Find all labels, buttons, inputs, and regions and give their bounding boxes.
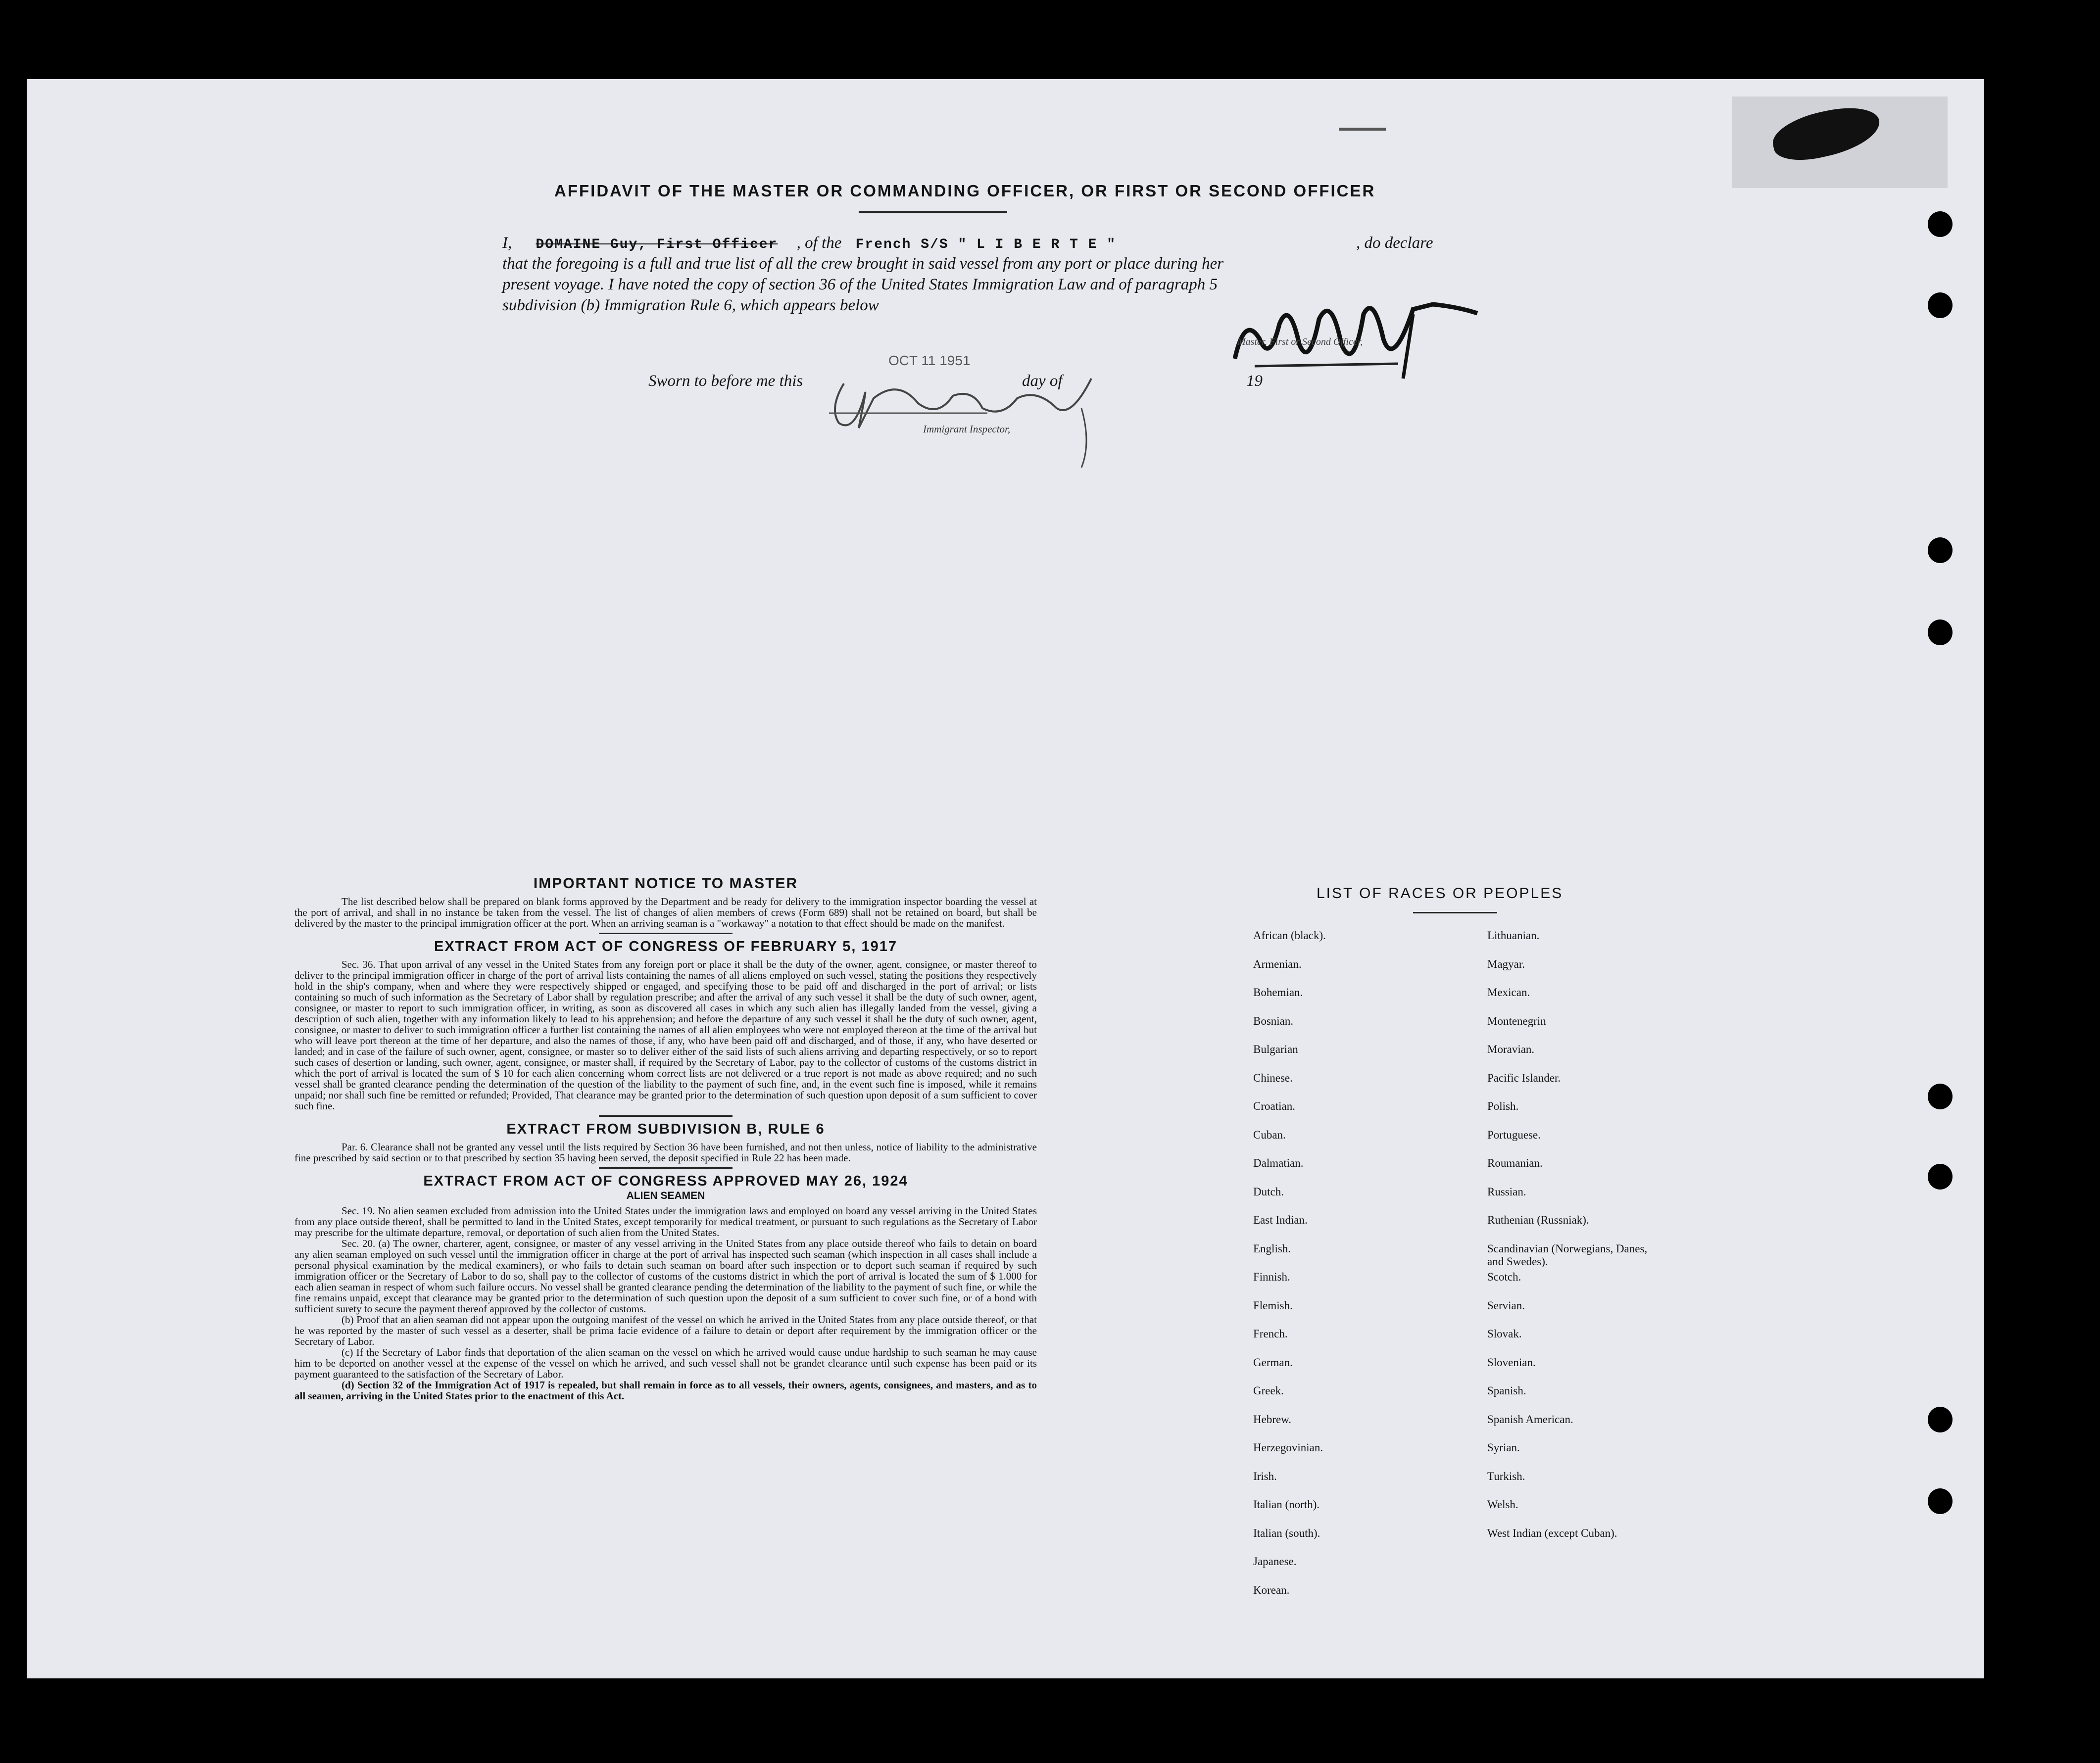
race-item: Irish. bbox=[1253, 1470, 1277, 1482]
race-item: Portuguese. bbox=[1487, 1128, 1541, 1141]
sec-20b-text: (b) Proof that an alien seaman did not appear upon the outgoing manifest of the vessel on which he arrived in the United States from any place outside thereof, or that he was reported by the master of such vessel as a deserter, shall be prima facie evidence of a failure to detain or deport after requirement by the immigration officer or the Secretary of Labor. bbox=[294, 1314, 1037, 1347]
extract-1917-text: Sec. 36. That upon arrival of any vessel in the United States from any foreign port or place it shall be the duty of the owner, agent, consignee, or master thereof to deliver to the principal immigration officer in charge of the port of arrival lists containing the names of all aliens employed on such vessel, stating the positions they respectively hold in the ship's company, when and where they were respectively shipped or engaged, and specifying those to be paid off and discharged in the port of arrival; or lists containing so much of such information as the Secretary of Labor shall by regulation prescribe; and after the arrival of any such vessel it shall be the duty of such owner, agent, consignee, or master to report to such immigration officer, in writing, as soon as discovered all cases in which any such alien has illegally landed from the vessel, giving a description of such alien, together with any information likely to lead to his apprehension; and before the departure of any such vessel it shall be the duty of such owner, agent, consignee, or master to deliver to such immigration officer a further list containing the names of all alien employees who were not employed thereon at the time of the arrival but who will leave port thereon at the time of her departure, and also the names of those, if any, who have been paid off and discharged, and of those, if any, who have deserted or landed; and in case of the failure of such owner, agent, consignee, or master so to deliver either of the said lists of such aliens arriving and departing respectively, or so to report such cases of desertion or landing, such owner, agent, consignee, or master shall, if required by the Secretary of Labor, pay to the collector of customs of the customs district in which the port of arrival is located the sum of $ 10 for each alien concerning whom correct lists are not delivered or a true report is not made as above required; and no such vessel shall be granted clearance pending the determination of the question of the liability to the payment of such fine, and, in the event such fine is imposed, while it remains unpaid; nor shall such fine be remitted or refunded; Provided, That clearance may be granted prior to the determination of such question upon deposit of a sum sufficient to cover such fine. bbox=[294, 958, 1037, 1112]
section-divider bbox=[599, 1167, 733, 1169]
section-divider bbox=[599, 1115, 733, 1117]
race-item: Korean. bbox=[1253, 1583, 1290, 1596]
race-item: Hebrew. bbox=[1253, 1413, 1292, 1426]
sec-19-text: Sec. 19. No alien seamen excluded from admission into the United States under the immigration laws and employed on board any vessel arriving in the United States from any place outside thereof, shall be permitted to land in the United States, except temporarily for medical treatment, or pursuant to such regulations as the Secretary of Labor may prescribe for the ultimate departure, removal, or deportation of such alien from the United States. bbox=[294, 1205, 1037, 1239]
punch-hole bbox=[1928, 1164, 1953, 1190]
notice-column bbox=[294, 875, 1037, 1402]
punch-hole bbox=[1928, 619, 1953, 645]
race-item: Herzegovinian. bbox=[1253, 1441, 1323, 1454]
title-rule bbox=[859, 211, 1007, 213]
races-rule bbox=[1413, 912, 1497, 913]
race-item: Polish. bbox=[1487, 1100, 1519, 1112]
race-item: Turkish. bbox=[1487, 1470, 1525, 1482]
declaration-mid: , of the bbox=[796, 234, 842, 252]
race-item: Bulgarian bbox=[1253, 1043, 1298, 1055]
race-item: Greek. bbox=[1253, 1384, 1284, 1397]
races-column-1 bbox=[1253, 929, 1326, 1612]
declaration-line-2: that the foregoing is a full and true list of all the crew brought in said vessel from any port or place during her bbox=[502, 255, 1224, 273]
punch-hole bbox=[1928, 1488, 1953, 1514]
race-item: Italian (north). bbox=[1253, 1498, 1320, 1511]
declaration-end: , do declare bbox=[1356, 234, 1433, 252]
extract-rule6-text: Par. 6. Clearance shall not be granted any vessel until the lists required by Section 36 have been furnished, and not then unless, notice of liability to the administrative fine prescribed by said section or to that prescribed by section 35 having been served, the deposit specified in Rule 22 has been made. bbox=[294, 1141, 1037, 1164]
race-item: Scandinavian (Norwegians, Danes, and Swedes). bbox=[1487, 1242, 1648, 1268]
race-item: West Indian (except Cuban). bbox=[1487, 1526, 1617, 1539]
punch-hole bbox=[1928, 211, 1953, 237]
sec-20d-text: (d) Section 32 of the Immigration Act of 1917 is repealed, but shall remain in force as to all vessels, their owners, agents, consignees, and masters, and as to all seamen, arriving in the United States prior to the enactment of this Act. bbox=[294, 1379, 1037, 1402]
day-of-text: day of bbox=[1022, 372, 1063, 390]
punch-hole bbox=[1928, 537, 1953, 563]
race-item: Cuban. bbox=[1253, 1128, 1286, 1141]
race-item: Slovak. bbox=[1487, 1328, 1522, 1340]
race-item: East Indian. bbox=[1253, 1214, 1308, 1226]
signature-caption: Master, First or Second Officer, bbox=[1237, 336, 1363, 347]
race-item: Slovenian. bbox=[1487, 1356, 1536, 1369]
race-item: Montenegrin bbox=[1487, 1014, 1546, 1027]
race-item: Moravian. bbox=[1487, 1043, 1535, 1055]
inspector-caption: Immigrant Inspector, bbox=[923, 423, 1011, 435]
inspector-signature bbox=[824, 369, 1116, 468]
race-item: Lithuanian. bbox=[1487, 929, 1540, 942]
race-item: Flemish. bbox=[1253, 1299, 1293, 1312]
sec-20a-text: Sec. 20. (a) The owner, charterer, agent, consignee, or master of any vessel arriving in the United States from any place outside thereof who fails to detain on board any alien seaman employed on such vessel until the immigration officer in charge at the port of arrival has inspected such seaman (which inspection in all cases shall include a personal physical examination by the medical examiners), or who fails to detain such seaman on board after such inspection or to deport such seaman if required by such immigration officer or the Secretary of Labor to do so, shall pay to the collector of customs of the customs district in which the port of arrival is located the sum of $ 1.000 for each alien seaman in respect of whom such failure occurs. No vessel shall be granted clearance pending the determination of the liability to the payment of such fine, or while the fine remains unpaid, except that clearance may be granted prior to the determination of such question upon the deposit of a sum sufficient to cover such fine, or of a bond with sufficient surety to secure the payment thereof approved by the collector of customs. bbox=[294, 1238, 1037, 1315]
race-item: German. bbox=[1253, 1356, 1293, 1369]
race-item: Bosnian. bbox=[1253, 1014, 1294, 1027]
race-item: Roumanian. bbox=[1487, 1157, 1543, 1169]
race-item: Croatian. bbox=[1253, 1100, 1295, 1112]
race-item: Finnish. bbox=[1253, 1271, 1290, 1283]
race-item: Welsh. bbox=[1487, 1498, 1518, 1511]
race-item: Chinese. bbox=[1253, 1071, 1293, 1084]
mark-line bbox=[1339, 128, 1386, 131]
race-item: Russian. bbox=[1487, 1185, 1526, 1198]
date-stamp: OCT 11 1951 bbox=[888, 353, 971, 368]
race-item: Dutch. bbox=[1253, 1185, 1284, 1198]
race-item: Spanish American. bbox=[1487, 1413, 1573, 1426]
race-item: Dalmatian. bbox=[1253, 1157, 1304, 1169]
race-item: Spanish. bbox=[1487, 1384, 1526, 1397]
officer-name-typed: DOMAINE Guy, First Officer bbox=[536, 237, 778, 252]
notice-intro: The list described below shall be prepared on blank forms approved by the Department and be ready for delivery to the immigration inspector boarding the vessel at the port of arrival, and shall in no instance be taken from the vessel. The list of changes of alien members of crews (Form 689) shall not be retained on board, but shall be delivered by the master to the principal immigration officer at the port. When an arriving seaman is a "workaway" a notation to that effect should be made on the manifest. bbox=[294, 896, 1037, 929]
sec-20c-text: (c) If the Secretary of Labor finds that deportation of the alien seaman on the vessel on which he arrived would cause undue hardship to such seaman he may cause him to be deported on another vessel at the expense of the vessel on which he arrived, and such vessel shall not be grandet clearance until such expense has been paid or its payment guaranteed to the satisfaction of the Secretary of Labor. bbox=[294, 1346, 1037, 1380]
race-item: Armenian. bbox=[1253, 957, 1302, 970]
race-item: Mexican. bbox=[1487, 986, 1530, 999]
race-item: Magyar. bbox=[1487, 957, 1525, 970]
declaration-line-3: present voyage. I have noted the copy of section 36 of the United States Immigration Law and of paragraph 5 bbox=[502, 276, 1218, 293]
declaration-line-1 bbox=[502, 233, 1453, 253]
declaration-line-4: subdivision (b) Immigration Rule 6, which appears below bbox=[502, 296, 879, 314]
officer-signature bbox=[1225, 285, 1482, 383]
race-item: Italian (south). bbox=[1253, 1526, 1320, 1539]
races-column-2 bbox=[1487, 929, 1665, 1555]
extract-rule6-title: EXTRACT FROM SUBDIVISION B, RULE 6 bbox=[506, 1121, 825, 1137]
race-item: English. bbox=[1253, 1242, 1291, 1255]
punch-hole bbox=[1928, 1084, 1953, 1109]
race-item: Bohemian. bbox=[1253, 986, 1303, 999]
notice-title: IMPORTANT NOTICE TO MASTER bbox=[533, 875, 798, 892]
declaration-start: I, bbox=[502, 234, 512, 252]
sworn-text: Sworn to before me this bbox=[648, 372, 803, 390]
affidavit-title: AFFIDAVIT OF THE MASTER OR COMMANDING OFFICER, OR FIRST OR SECOND OFFICER bbox=[554, 182, 1376, 200]
race-item: Servian. bbox=[1487, 1299, 1525, 1312]
year-prefix: 19 bbox=[1246, 372, 1263, 390]
punch-hole bbox=[1928, 292, 1953, 318]
vessel-name-typed: French S/S " L I B E R T E " bbox=[855, 237, 1117, 252]
race-item: Syrian. bbox=[1487, 1441, 1520, 1454]
section-divider bbox=[599, 933, 733, 934]
races-title: LIST OF RACES OR PEOPLES bbox=[1317, 885, 1563, 902]
race-item: African (black). bbox=[1253, 929, 1326, 942]
race-item: Ruthenian (Russniak). bbox=[1487, 1214, 1589, 1226]
punch-hole bbox=[1928, 1407, 1953, 1432]
alien-seamen-subtitle: ALIEN SEAMEN bbox=[626, 1190, 705, 1201]
extract-1924-title: EXTRACT FROM ACT OF CONGRESS APPROVED MAY 26, 1924 bbox=[423, 1173, 908, 1189]
extract-1917-title: EXTRACT FROM ACT OF CONGRESS OF FEBRUARY 5, 1917 bbox=[434, 939, 898, 954]
race-item: Pacific Islander. bbox=[1487, 1071, 1561, 1084]
race-item: French. bbox=[1253, 1328, 1288, 1340]
race-item: Scotch. bbox=[1487, 1271, 1521, 1283]
race-item: Japanese. bbox=[1253, 1555, 1297, 1568]
